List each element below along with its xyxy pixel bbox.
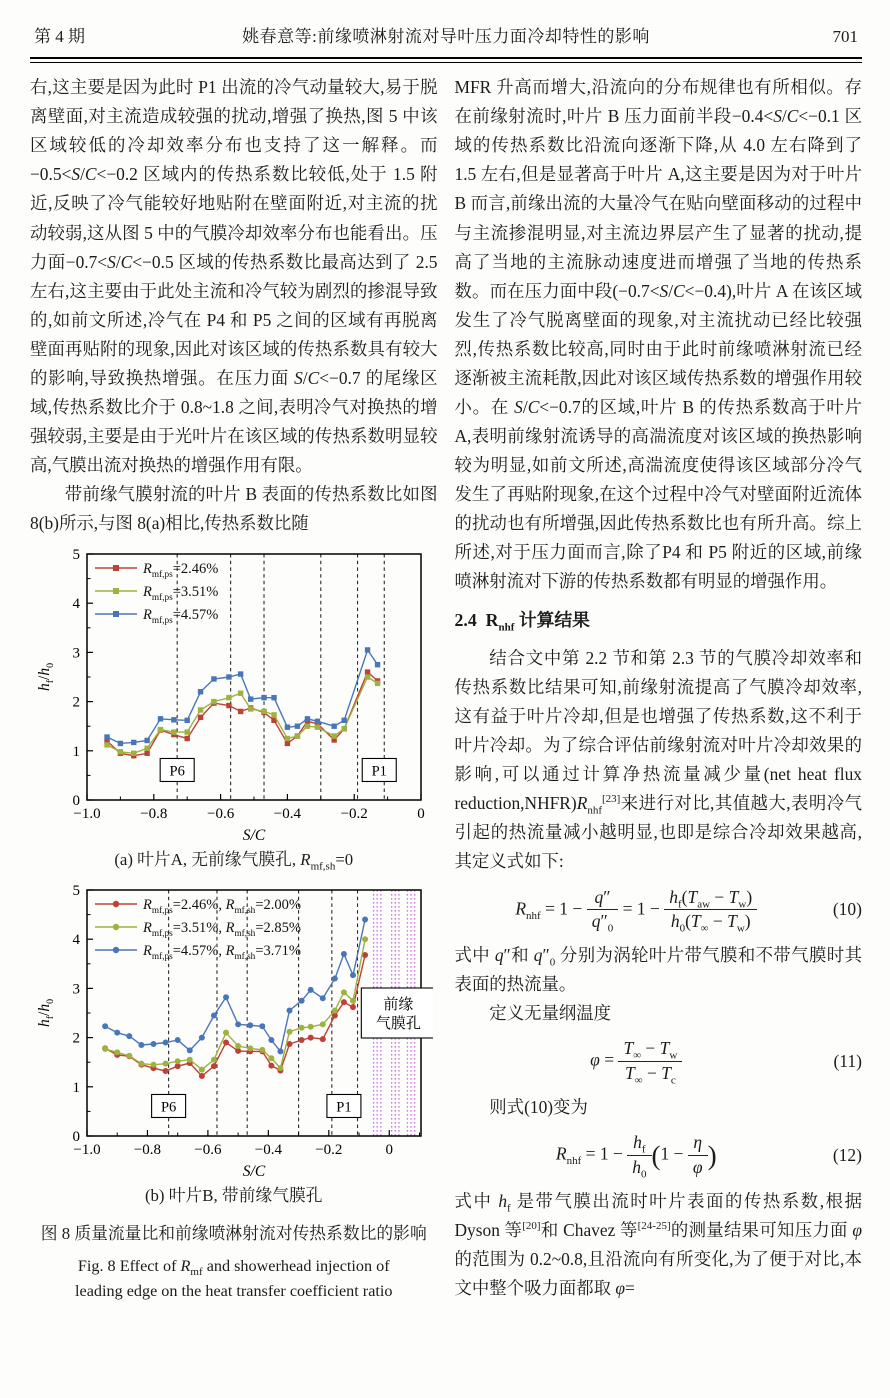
svg-text:2: 2 xyxy=(72,1030,80,1047)
svg-text:S/C: S/C xyxy=(242,1163,265,1181)
svg-text:0: 0 xyxy=(72,793,80,810)
svg-text:4: 4 xyxy=(72,932,80,949)
svg-text:2: 2 xyxy=(72,694,80,711)
svg-text:气膜孔: 气膜孔 xyxy=(375,1016,421,1033)
equation-12-body: $R_{nhf} = 1$ − $\frac{h_f}{h_0}$ (1 − $\frac{\eta}{\varphi}$ ) xyxy=(555,1132,717,1181)
figure-caption-en-line1: Fig. 8 Effect of $R_{mf}$ and showerhead injection of xyxy=(77,1257,390,1279)
svg-text:Rmf,ps=3.51%: $R_{mf,ps}=3.51\%$ xyxy=(142,584,219,604)
svg-text:−0.6: −0.6 xyxy=(194,1142,222,1159)
equation-11-body: φ = $\frac{T_\infty - T_w}{T_\infty - T_c}$ xyxy=(455,1038,819,1085)
svg-text:0: 0 xyxy=(385,1142,393,1159)
equation-12-number: (12) xyxy=(832,1145,862,1166)
svg-text:0: 0 xyxy=(417,806,425,823)
equation-10-body: $R_{nhf} = 1$ − $\frac{q''}{q''_0}$ = 1 − $\frac{h_f(T_{aw} - T_w)}{h_0(T_\infty - T_w)}$ xyxy=(455,887,819,934)
svg-text:−0.2: −0.2 xyxy=(340,806,368,823)
chart-a xyxy=(35,546,433,846)
svg-text:−0.4: −0.4 xyxy=(273,806,301,823)
svg-text:hf/h0: $h_f/h_0$ xyxy=(35,663,56,692)
svg-text:Rmf,ps=3.51%, Rmf,sh=2.85%: $R_{mf,ps}=3.51\%$, $R_{mf,sh}=2.85\%$ xyxy=(142,920,301,940)
paragraph-left-1: 右,这主要是因为此时 P1 出流的冷气动量较大,易于脱离壁面,对主流造成较强的扰动,增强了换热,图 5 中该区域较低的冷却效率分布也支持了这一解释。而−0.5<S/C<−0.2 区域内的传热系数比较低,处于 1.5 附近,反映了冷气能较好地贴附在壁面附近,对主流的扰动较弱,这从图 5 中的气膜冷却效率分布也能看出。压力面−0.7<S/C<−0.5 区域的传热系数比最高达到了 2.5 左右,这主要由于此处主流和冷气较为剧烈的掺混导致的,如前文所述,冷气在 P4 和 P5 之间的区域有再脱离壁面再贴附的现象,因此对该区域的传热系数具有较大的影响,导致换热增强。在压力面 S/C<−0.7 的尾缘区域,传热系数比介于 0.8~1.8 之间,表明冷气对换热的增强较弱,主要是由于光叶片在该区域的传热系数明显较高,气膜出流对换热的增强作用有限。 xyxy=(30,77,438,475)
equation-11-number: (11) xyxy=(833,1051,862,1072)
figure-caption-cn: 图 8 质量流量比和前缘喷淋射流对传热系数比的影响 xyxy=(40,1224,427,1244)
two-column-body xyxy=(30,73,862,1304)
svg-text:0: 0 xyxy=(72,1129,80,1146)
figure-caption-en-line2: leading edge on the heat transfer coefficient ratio xyxy=(75,1282,393,1301)
chart-b-caption: (b) 叶片B, 带前缘气膜孔 xyxy=(144,1186,323,1206)
svg-text:hf/h0: $h_f/h_0$ xyxy=(35,999,56,1028)
page-number: 701 xyxy=(832,27,858,46)
svg-text:5: 5 xyxy=(72,547,80,564)
equation-10-number: (10) xyxy=(832,899,862,920)
header-rule xyxy=(30,57,862,63)
svg-text:−0.8: −0.8 xyxy=(139,806,168,823)
svg-text:Rmf,ps=2.46%, Rmf,sh=2.00%: $R_{mf,ps}=2.46\%$, $R_{mf,sh}=2.00\%$ xyxy=(142,897,301,917)
paragraph-right-3: 式中 q″和 $q''_0$ 分别为涡轮叶片带气膜和不带气膜时其表面的热流量。 xyxy=(454,945,862,995)
svg-text:−0.2: −0.2 xyxy=(314,1142,343,1159)
issue-label: 第 4 期 xyxy=(34,27,85,46)
svg-text:S/C: S/C xyxy=(242,827,265,845)
right-column xyxy=(455,73,863,1304)
figure-caption-en xyxy=(30,1254,438,1304)
svg-text:−0.4: −0.4 xyxy=(254,1142,282,1159)
svg-text:−0.6: −0.6 xyxy=(206,806,234,823)
left-column xyxy=(30,73,438,1304)
svg-text:P1: P1 xyxy=(371,763,387,780)
svg-text:−1.0: −1.0 xyxy=(73,806,101,823)
equation-12 xyxy=(455,1132,863,1179)
svg-text:前缘: 前缘 xyxy=(383,997,414,1014)
svg-text:Rmf,ps=4.57%: $R_{mf,ps}=4.57\%$ xyxy=(142,607,219,627)
svg-text:−1.0: −1.0 xyxy=(73,1142,101,1159)
svg-text:1: 1 xyxy=(72,743,80,760)
equation-10 xyxy=(455,887,863,934)
svg-text:P1: P1 xyxy=(336,1099,352,1116)
svg-text:3: 3 xyxy=(72,981,80,998)
svg-text:Rmf,ps=2.46%: $R_{mf,ps}=2.46\%$ xyxy=(142,561,219,581)
svg-text:1: 1 xyxy=(72,1080,80,1097)
paragraph-right-4: 定义无量纲温度 xyxy=(489,1003,612,1024)
paragraph-right-2: 结合文中第 2.2 节和第 2.3 节的气膜冷却效率和传热系数比结果可知,前缘射流提高了气膜冷却效率,这有益于叶片冷却,但是也增强了传热系数,这不利于叶片冷却。为了综合评估前缘射流对叶片冷却效果的影响,可以通过计算净热流量减少量(net heat flux $reduction,NHFR)R_{nhf}[23]$来进行对比,其值越大,表明冷气引起的热流量减小越明显,也即是综合冷却效果越高,其定义式如下: xyxy=(454,648,862,872)
equation-11 xyxy=(455,1038,863,1085)
paragraph-left-2: 带前缘气膜射流的叶片 B 表面的传热系数比如图 8(b)所示,与图 8(a)相比,传热系数比随 xyxy=(30,484,438,534)
paragraph-right-6: 式中 $h_f$ 是带气膜出流时叶片表面的传热系数,根据 Dyson 等[20]和 Chavez 等[24-25]的测量结果可知压力面 φ 的范围为 0.2~0.8,且沿流向有所变化,为了便于对比,本文中整个吸力面都取 φ= xyxy=(454,1191,862,1299)
figure-8b xyxy=(30,882,438,1210)
svg-text:5: 5 xyxy=(72,883,80,900)
running-title: 姚春意等:前缘喷淋射流对导叶压力面冷却特性的影响 xyxy=(242,27,650,46)
page-header xyxy=(30,16,862,55)
chart-a-caption: (a) 叶片A, 无前缘气膜孔, $R_{mf,sh}=0$ xyxy=(114,850,354,873)
section-heading-2-4: 2.4 $R_{nhf}$ 计算结果 xyxy=(454,610,590,634)
figure-8a xyxy=(30,546,438,874)
svg-text:4: 4 xyxy=(72,596,80,613)
svg-text:3: 3 xyxy=(72,645,80,662)
svg-text:Rmf,ps=4.57%, Rmf,sh=3.71%: $R_{mf,ps}=4.57\%$, $R_{mf,sh}=3.71\%$ xyxy=(142,943,301,963)
svg-text:P6: P6 xyxy=(169,763,185,780)
paragraph-right-1: MFR 升高而增大,沿流向的分布规律也有所相似。存在前缘射流时,叶片 B 压力面前半段−0.4<S/C<−0.1 区域的传热系数比沿流向逐渐下降,从 4.0 左右降到了 1.5 左右,但是显著高于叶片 A,这主要是因为对于叶片 B 而言,前缘出流的大量冷气在贴向壁面移动的过程中与主流掺混明显,对主流边界层产生了显著的扰动,提高了当地的主流脉动速度进而增强了当地的传热系数。而在压力面中段(−0.7<S/C<−0.4),叶片 A 在该区域发生了冷气脱离壁面的现象,对主流扰动已经比较强烈,传热系数比较高,同时由于此时前缘喷淋射流已经逐渐被主流耗散,因此对该区域传热系数的增强作用较小。在 S/C<−0.7的区域,叶片 B 的传热系数高于叶片 A,表明前缘射流诱导的高湍流度对该区域的换热影响较为明显,如前文所述,高湍流度使得该区域部分冷气发生了再贴附现象,在这个过程中冷气对壁面附近流体的扰动也有所增强,因此传热系数比也有所升高。综上所述,对于压力面而言,除了P4 和 P5 附近的区域,前缘喷淋射流对下游的传热系数都有明显的增强作用。 xyxy=(454,77,863,592)
paragraph-right-5: 则式(10)变为 xyxy=(489,1097,588,1118)
svg-text:P6: P6 xyxy=(160,1099,177,1116)
svg-text:−0.8: −0.8 xyxy=(133,1142,161,1159)
chart-b xyxy=(35,882,433,1182)
